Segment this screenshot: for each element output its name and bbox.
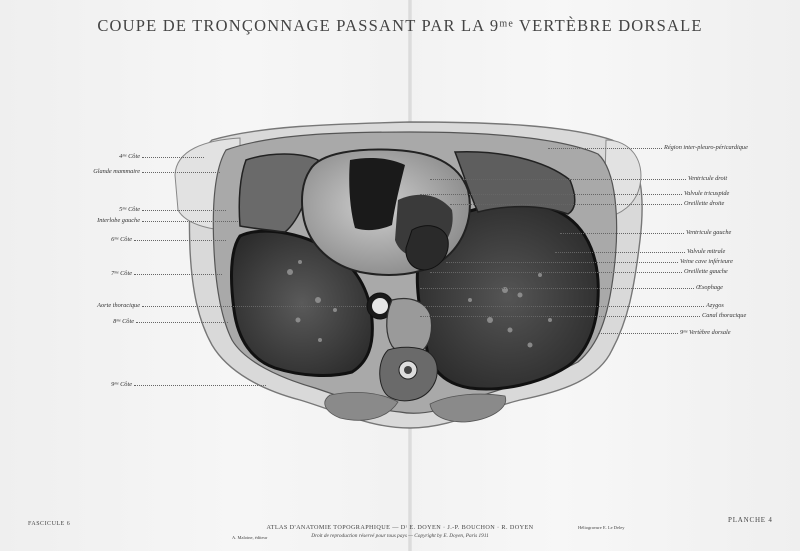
leader-mitral-valve: [555, 252, 685, 253]
leader-9th-rib: [134, 385, 266, 386]
leader-9th-dorsal-vertebra: [598, 333, 678, 334]
label-left-ventricle: Ventricule gauche: [686, 229, 732, 236]
label-left-atrium: Oreillette gauche: [684, 268, 728, 275]
leader-right-ventricle: [430, 179, 686, 180]
label-9th-rib: 9ᵐᵉ Côte: [111, 381, 132, 388]
leader-4th-rib: [142, 157, 204, 158]
leader-6th-rib: [134, 240, 226, 241]
label-azygos: Azygos: [706, 302, 724, 309]
label-7th-rib: 7ᵐᵉ Côte: [111, 270, 132, 277]
leader-8th-rib: [136, 322, 228, 323]
label-oesophagus: Œsophage: [696, 284, 723, 291]
leader-7th-rib: [134, 274, 222, 275]
plate-number: PLANCHE 4: [728, 516, 773, 524]
leader-left-interlobe: [142, 221, 238, 222]
copyright-notice: Droit de reproduction réservé pour tous pays — Copyright by E. Doyen, Paris 1911: [311, 533, 489, 539]
label-left-interlobe: Interlobe gauche: [97, 217, 140, 224]
label-5th-rib: 5ᵐᵉ Côte: [119, 206, 140, 213]
label-4th-rib: 4ᵐᵉ Côte: [119, 153, 140, 160]
label-thoracic-aorta: Aorte thoracique: [97, 302, 140, 309]
leader-left-ventricle: [560, 233, 684, 234]
leader-thoracic-aorta: [142, 306, 366, 307]
label-inter-pleuro-pericardial-region: Région inter-pleuro-péricardique: [664, 144, 748, 151]
label-right-atrium: Oreillette droite: [684, 200, 725, 207]
label-mammary-gland: Glande mammaire: [93, 168, 140, 175]
leader-left-atrium: [430, 272, 682, 273]
label-thoracic-duct: Canal thoracique: [702, 312, 747, 319]
leader-azygos: [424, 306, 704, 307]
label-right-ventricle: Ventricule droit: [688, 175, 728, 182]
leader-right-atrium: [450, 204, 682, 205]
publisher-credit: A. Maloine, éditeur: [232, 535, 268, 540]
label-mitral-valve: Valvule mitrale: [687, 248, 726, 255]
atlas-credit: ATLAS D'ANATOMIE TOPOGRAPHIQUE — Dʳ E. DOYEN · J.-P. BOUCHON · R. DOYEN: [266, 524, 534, 531]
leader-thoracic-duct: [420, 316, 700, 317]
leader-tricuspid-valve: [420, 194, 682, 195]
leader-5th-rib: [142, 210, 226, 211]
fascicule-number: FASCICULE 6: [28, 521, 71, 527]
leader-oesophagus: [420, 288, 694, 289]
label-tricuspid-valve: Valvule tricuspide: [684, 190, 730, 197]
label-6th-rib: 6ᵐᵉ Côte: [111, 236, 132, 243]
label-8th-rib: 8ᵐᵉ Côte: [113, 318, 134, 325]
leader-inferior-vena-cava: [446, 262, 678, 263]
label-9th-dorsal-vertebra: 9ᵐᵉ Vertèbre dorsale: [680, 329, 731, 336]
leader-mammary-gland: [142, 172, 220, 173]
leader-inter-pleuro-pericardial-region: [548, 148, 662, 149]
printer-credit: Héliogravure E. Le Deley: [578, 525, 625, 530]
label-inferior-vena-cava: Veine cave inférieure: [680, 258, 733, 265]
plate-title: COUPE DE TRONÇONNAGE PASSANT PAR LA 9ᵐᵉ VERTÈBRE DORSALE: [97, 16, 703, 35]
